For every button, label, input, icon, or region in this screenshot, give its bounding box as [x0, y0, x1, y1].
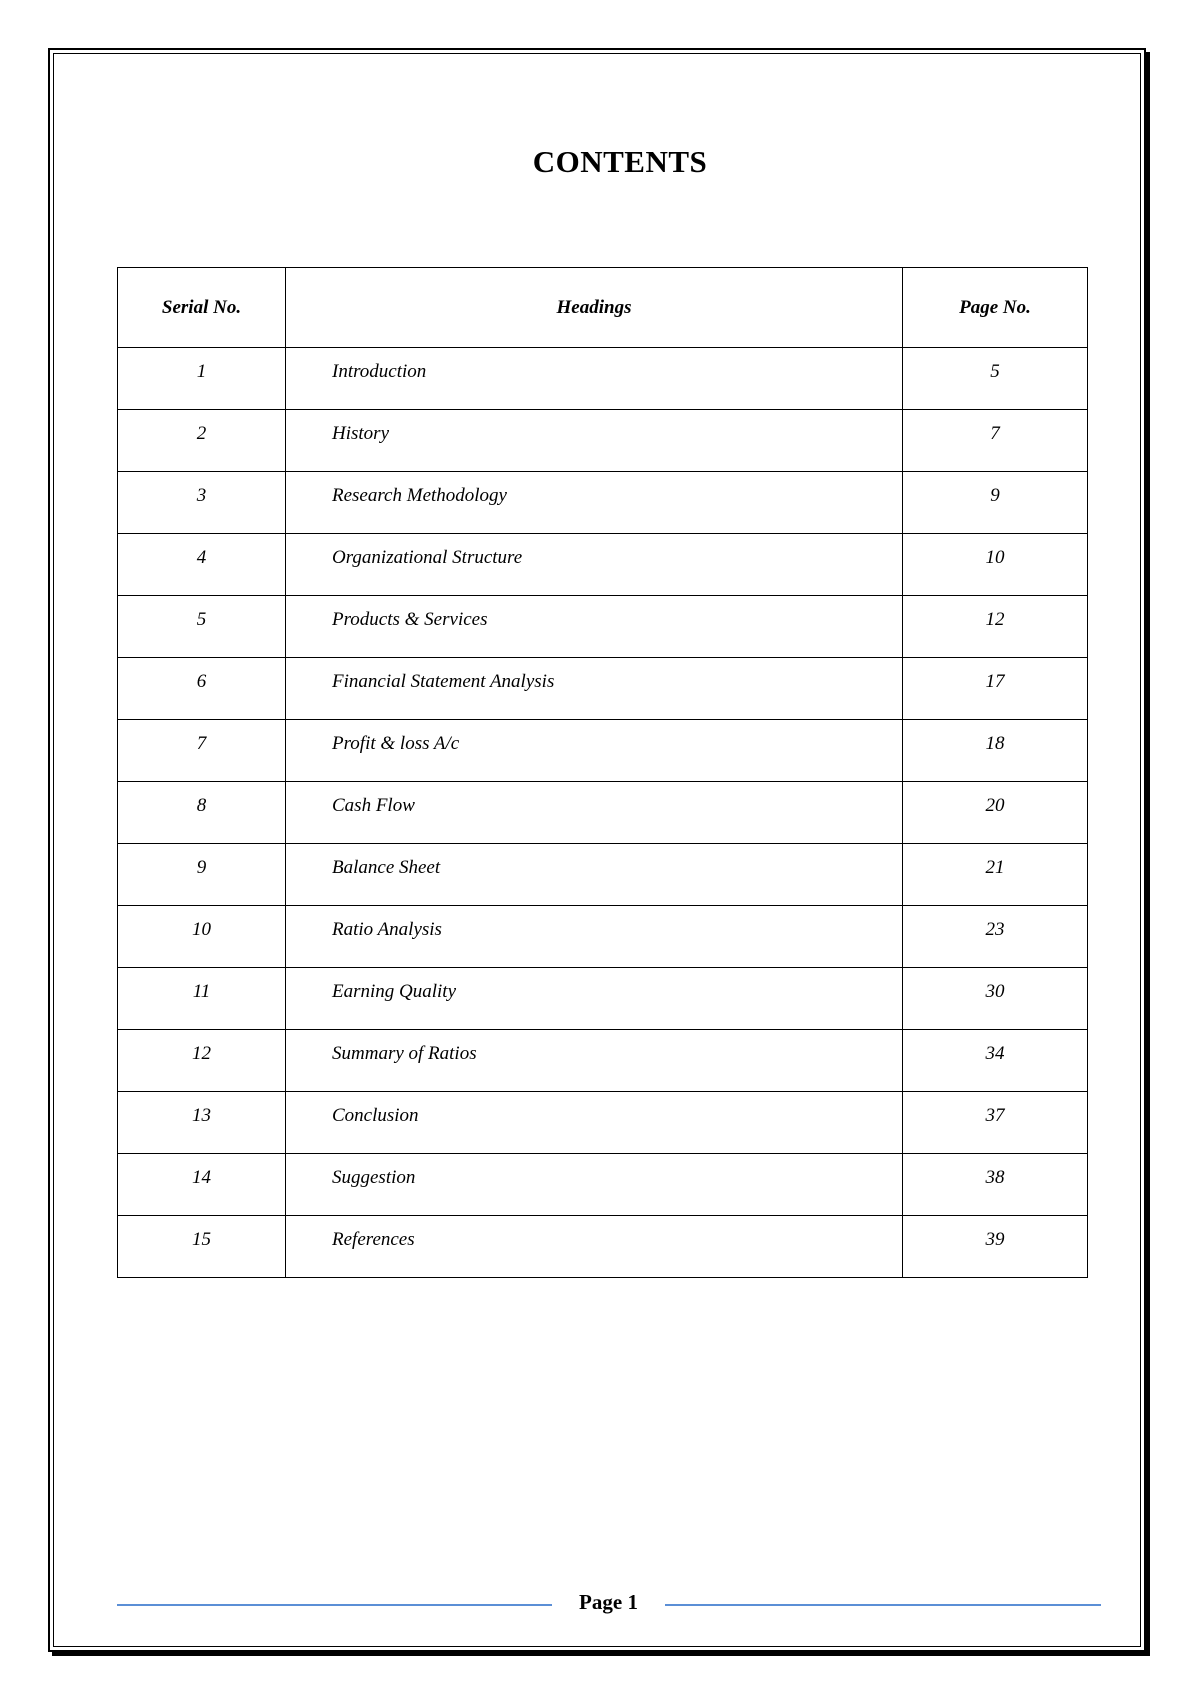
row-serial: 14 — [118, 1154, 286, 1216]
row-serial: 12 — [118, 1030, 286, 1092]
table-row — [118, 1030, 1088, 1092]
row-serial: 13 — [118, 1092, 286, 1154]
table-header-row — [118, 268, 1088, 348]
row-page: 10 — [903, 534, 1088, 596]
row-page: 34 — [903, 1030, 1088, 1092]
table-row — [118, 906, 1088, 968]
table-row — [118, 720, 1088, 782]
row-page: 37 — [903, 1092, 1088, 1154]
table-row — [118, 1092, 1088, 1154]
row-page: 39 — [903, 1216, 1088, 1278]
row-serial: 1 — [118, 348, 286, 410]
row-page: 30 — [903, 968, 1088, 1030]
table-row — [118, 1154, 1088, 1216]
table-row — [118, 658, 1088, 720]
row-heading: Financial Statement Analysis — [286, 658, 903, 720]
row-page: 12 — [903, 596, 1088, 658]
table-row — [118, 596, 1088, 658]
page-border-shadow-right — [1146, 52, 1150, 1656]
row-heading: Suggestion — [286, 1154, 903, 1216]
row-serial: 4 — [118, 534, 286, 596]
row-page: 5 — [903, 348, 1088, 410]
table-row — [118, 1216, 1088, 1278]
row-page: 7 — [903, 410, 1088, 472]
table-row — [118, 472, 1088, 534]
page-footer — [117, 1590, 1101, 1620]
row-serial: 3 — [118, 472, 286, 534]
row-serial: 8 — [118, 782, 286, 844]
row-serial: 5 — [118, 596, 286, 658]
row-heading: Conclusion — [286, 1092, 903, 1154]
row-serial: 9 — [118, 844, 286, 906]
row-serial: 7 — [118, 720, 286, 782]
row-heading: Research Methodology — [286, 472, 903, 534]
row-heading: Earning Quality — [286, 968, 903, 1030]
row-heading: Balance Sheet — [286, 844, 903, 906]
row-serial: 10 — [118, 906, 286, 968]
row-serial: 11 — [118, 968, 286, 1030]
row-serial: 15 — [118, 1216, 286, 1278]
row-heading: Ratio Analysis — [286, 906, 903, 968]
row-page: 20 — [903, 782, 1088, 844]
footer-rule-right — [665, 1604, 1101, 1606]
table-row — [118, 782, 1088, 844]
row-heading: History — [286, 410, 903, 472]
page-border-shadow-bottom — [52, 1652, 1150, 1656]
table-row — [118, 534, 1088, 596]
row-heading: Products & Services — [286, 596, 903, 658]
row-page: 17 — [903, 658, 1088, 720]
table-row — [118, 844, 1088, 906]
row-heading: Introduction — [286, 348, 903, 410]
row-serial: 6 — [118, 658, 286, 720]
row-heading: Profit & loss A/c — [286, 720, 903, 782]
header-page-no: Page No. — [903, 268, 1088, 348]
header-serial-no: Serial No. — [118, 268, 286, 348]
row-serial: 2 — [118, 410, 286, 472]
row-heading: Organizational Structure — [286, 534, 903, 596]
page-number-label: Page 1 — [579, 1590, 638, 1614]
row-page: 38 — [903, 1154, 1088, 1216]
header-headings: Headings — [286, 268, 903, 348]
contents-table-body — [118, 348, 1088, 1278]
contents-table — [117, 267, 1088, 1278]
footer-rule-left — [117, 1604, 552, 1606]
row-page: 9 — [903, 472, 1088, 534]
page-title: CONTENTS — [532, 144, 708, 179]
table-row — [118, 348, 1088, 410]
table-row — [118, 410, 1088, 472]
row-page: 23 — [903, 906, 1088, 968]
row-page: 18 — [903, 720, 1088, 782]
row-heading: Cash Flow — [286, 782, 903, 844]
table-row — [118, 968, 1088, 1030]
row-heading: References — [286, 1216, 903, 1278]
row-heading: Summary of Ratios — [286, 1030, 903, 1092]
row-page: 21 — [903, 844, 1088, 906]
